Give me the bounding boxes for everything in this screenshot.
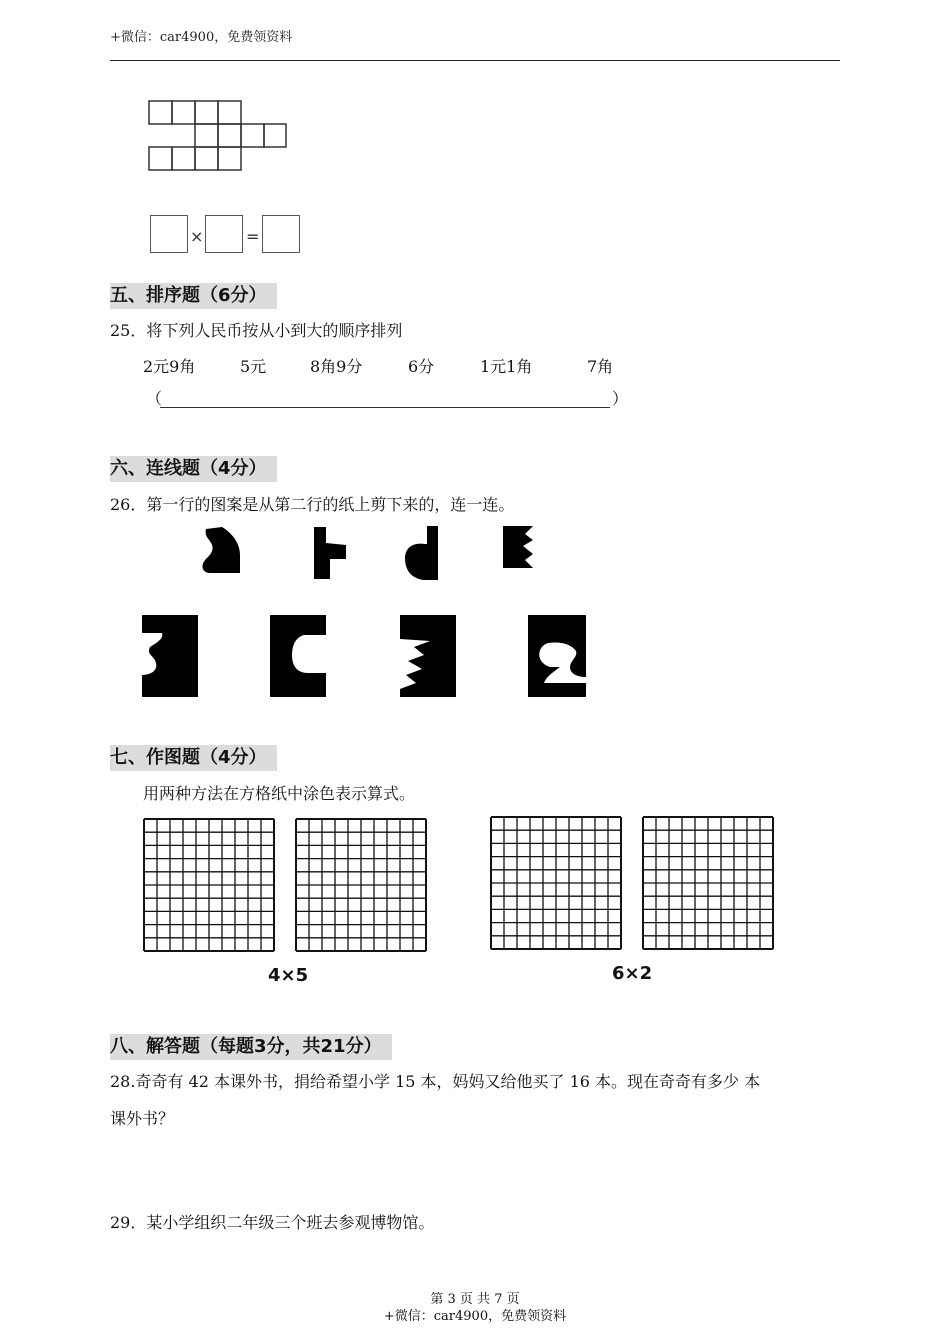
- money-item: 6分: [408, 357, 435, 376]
- question-28-line-1: 28.奇奇有 42 本课外书，捐给希望小学 15 本，妈妈又给他买了 16 本。现在奇奇有多少 本: [110, 1072, 761, 1091]
- question-26-text: 26．第一行的图案是从第二行的纸上剪下来的，连一连。: [110, 495, 515, 514]
- header-divider: [110, 60, 840, 61]
- paper-sheet-2[interactable]: [270, 615, 328, 697]
- product-box[interactable]: [262, 215, 300, 253]
- times-symbol: ×: [190, 227, 204, 246]
- section-title-sorting: 五、排序题（6分）: [110, 283, 277, 309]
- caption-4x5: 4×5: [268, 965, 309, 986]
- factor-box-1[interactable]: [150, 215, 188, 253]
- answer-blank-close: ）: [612, 389, 629, 408]
- money-item: 7角: [587, 357, 614, 376]
- page-number: 第 3 页 共 7 页: [430, 1292, 520, 1307]
- grid-paper-4x5-b[interactable]: [295, 818, 427, 952]
- money-item: 2元9角: [143, 357, 196, 376]
- section-title-word-problems: 八、解答题（每题3分，共21分）: [110, 1034, 392, 1060]
- paper-sheet-4[interactable]: [528, 615, 588, 697]
- footer-watermark: +微信：car4900，免费领资料: [383, 1309, 567, 1324]
- cutout-piece-3[interactable]: [405, 526, 439, 580]
- money-item: 1元1角: [480, 357, 533, 376]
- paper-sheet-3[interactable]: [400, 615, 458, 697]
- grid-paper-4x5-a[interactable]: [143, 818, 275, 952]
- header-watermark: +微信：car4900，免费领资料: [110, 30, 293, 45]
- question-29-text: 29．某小学组织二年级三个班去参观博物馆。: [110, 1213, 435, 1232]
- grid-paper-6x2-a[interactable]: [490, 816, 622, 950]
- equals-symbol: =: [246, 227, 260, 246]
- factor-box-2[interactable]: [205, 215, 243, 253]
- cube-net-figure: [148, 100, 288, 172]
- cutout-piece-2[interactable]: [312, 527, 348, 579]
- question-27-text: 用两种方法在方格纸中涂色表示算式。: [143, 784, 416, 803]
- question-25-text: 25．将下列人民币按从小到大的顺序排列: [110, 321, 403, 340]
- caption-6x2: 6×2: [612, 963, 653, 984]
- question-28-line-2: 课外书？: [110, 1109, 175, 1128]
- money-item: 8角9分: [310, 357, 363, 376]
- answer-blank-line[interactable]: [160, 407, 610, 408]
- section-title-matching: 六、连线题（4分）: [110, 456, 277, 482]
- paper-sheet-1[interactable]: [142, 615, 200, 697]
- cutout-piece-1[interactable]: [200, 525, 242, 575]
- section-title-drawing: 七、作图题（4分）: [110, 745, 277, 771]
- money-item: 5元: [240, 357, 267, 376]
- cutout-piece-4[interactable]: [503, 526, 535, 570]
- answer-blank-open: （: [146, 389, 163, 408]
- grid-paper-6x2-b[interactable]: [642, 816, 774, 950]
